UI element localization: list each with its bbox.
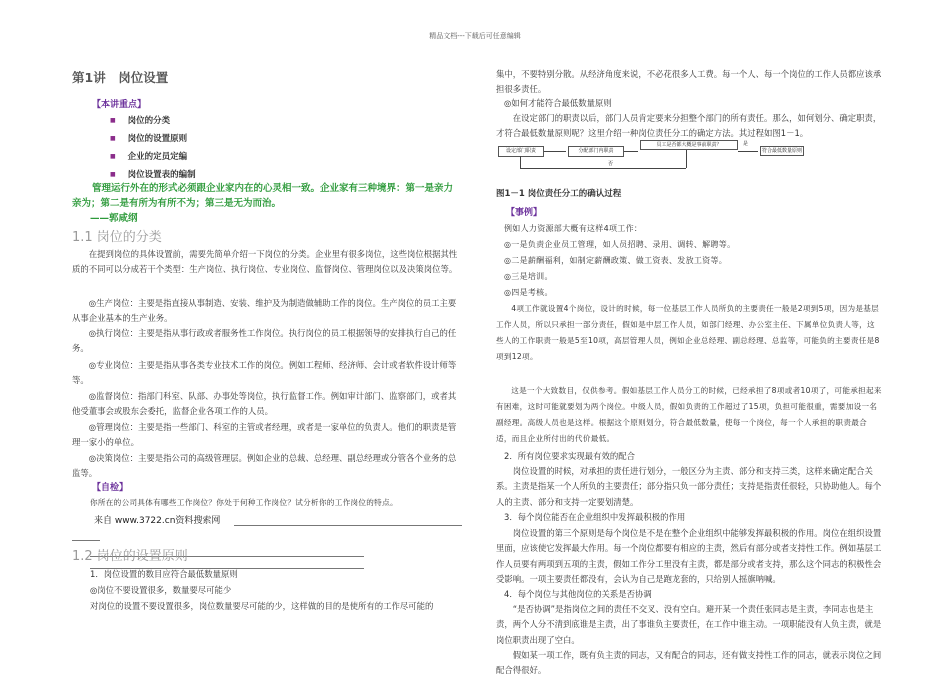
- principle-1-sub: ◎岗位不要设置很多，数量要尽可能少: [90, 585, 232, 595]
- bullet-icon: ■: [110, 135, 116, 142]
- flow-arrow: [738, 151, 758, 152]
- example-paragraph-2: 这是一个大致数目，仅供参考。假如基层工作人员分工的时候，已经承担了8项或者10项了，可能承担起来有困难，这时可能就要划为两个岗位。中级人员，假如负责的工作超过了15项，负担可能很重，需要加设一名副经理。高级人员也是这样。根据这个原则划分，符合最低数量，使每一个岗位，每一个人承担的职责最合适，而且企业所付出的代价最低。: [496, 386, 882, 443]
- example-line: ◎三是培训。: [504, 272, 553, 281]
- flow-box-assign-duties: 分配部门内职责: [568, 146, 624, 157]
- principle-1-title: 1．岗位设置的数目应符合最低数量原则: [90, 569, 238, 579]
- how-text: 在设定部门的职责以后，部门人员肯定要来分担整个部门的所有责任。那么，如何划分、确定职责，才符合最低数量原则呢？这里介绍一种岗位责任分工的确定方法。其过程如图1－1。: [496, 113, 882, 139]
- example-line: 例如人力资源部大概有这样4项工作：: [504, 224, 643, 233]
- quote-line-1: 管理运行外在的形式必须跟企业家内在的心灵相一致。企业家有三种境界：第一是亲力: [92, 183, 454, 194]
- example-line: ◎一是负责企业员工管理，如人员招聘、录用、调转、解聘等。: [504, 240, 736, 249]
- flow-loop-line: [520, 168, 686, 169]
- page-header: 精品文档---下载后可任意编辑: [429, 32, 521, 40]
- category-professional: ◎专业岗位：主要是指从事各类专业技术工作的岗位。例如工程师、经济师、会计或者软件设计师等等。: [72, 360, 457, 386]
- flow-loop-line: [520, 156, 522, 168]
- figure-caption: 图1－1 岗位责任分工的确认过程: [496, 189, 622, 199]
- principle-2-title: 2．所有岗位要求实现最有效的配合: [504, 451, 635, 461]
- key-point-4: ■ 岗位设置表的编制: [110, 170, 196, 180]
- principle-1-text: 对岗位的设置不要设置很多，岗位数量要尽可能的少，这样做的目的是使所有的工作尽可能的: [90, 601, 434, 611]
- source-line: 来自 www.3722.cn资料搜索网: [94, 516, 221, 526]
- category-supervision: ◎监督岗位：指部门科室、队部、办事处等岗位，执行监督工作。例如审计部门、监察部门，或者其他受董事会或股东会委托，监督企业各项工作的人员。: [72, 391, 457, 417]
- bullet-icon: ■: [110, 171, 116, 178]
- self-check-question: 你所在的公司具体有哪些工作岗位？你处于何种工作岗位？试分析你的工作岗位的特点。: [90, 498, 398, 507]
- flow-diagram: [496, 140, 802, 180]
- key-points-tag: 【本讲重点】: [92, 100, 147, 110]
- principle-4-text-2: 假如某一项工作，既有负主责的同志，又有配合的同志，还有做支持性工作的同志，就表示岗位之间配合得很好。: [496, 650, 882, 676]
- quote-line-2: 亲为；第二是有所为有所不为；第三是无为而治。: [72, 198, 282, 209]
- quote-author: ——郭咸纲: [90, 213, 138, 224]
- bullet-icon: ■: [110, 153, 116, 160]
- principle-3-title: 3．每个岗位能否在企业组织中发挥最积极的作用: [504, 512, 686, 522]
- flow-yes-label: 是: [743, 141, 749, 147]
- continued-text: 集中，不要特别分散。从经济角度来说，不必花很多人工费。每一个人、每一个岗位的工作人员都应该承担很多责任。: [496, 69, 882, 95]
- example-line: ◎四是考核。: [504, 288, 553, 297]
- principle-3-text: 岗位设置的第三个原则是每个岗位是不是在整个企业组织中能够发挥最积极的作用。岗位在组织设置里面，应该使它发挥最大作用。每一个岗位都要有相应的主责，然后有部分或者支持性工作。例如基层工作人员要有两项到五项的主责，假如工作分工里没有主责，都是部分或者支持，那么这个同志的积极性会受影响。一项主要责任都没有，会认为自己是跑龙套的，只给别人摇旗呐喊。: [496, 528, 882, 585]
- how-subtitle: ◎如何才能符合最低数量原则: [504, 98, 612, 108]
- principle-4-text: “是否协调”是指岗位之间的责任不交叉、没有空白。避开某一个责任张同志是主责，李同志也是主责，两个人分不清到底谁是主责，出了事谁负主要责任，在工作中谁主动。一项职能没有人负主责，就是岗位职责出现了空白。: [496, 604, 882, 645]
- category-management: ◎管理岗位：主要是指一些部门、科室的主管或者经理，或者是一家单位的负责人。他们的职责是管理一家小的单位。: [72, 422, 457, 448]
- principle-2-text: 岗位设置的时候，对承担的责任进行划分，一般区分为主责、部分和支持三类，这样来确定配合关系。主责是指某一个人所负的主要责任；部分指只负一部分责任；支持是指责任很轻，只协助他人。每个人的主责、部分和支持一定要划清楚。: [496, 466, 882, 507]
- category-decision: ◎决策岗位：主要是指公司的高级管理层。例如企业的总裁、总经理、副总经理或分管各个业务的总监等。: [72, 453, 457, 479]
- lesson-title: 第1讲 岗位设置: [72, 70, 169, 85]
- section-1-intro: 在提到岗位的具体设置前，需要先简单介绍一下岗位的分类。企业里有很多岗位，这些岗位根据其性质的不同可以分成若干个类型：生产岗位、执行岗位、专业岗位、监督岗位、管理岗位以及决策岗位等。: [72, 249, 458, 275]
- section-2-title: 1.2 岗位的设置原则: [72, 549, 188, 564]
- flow-loop-line: [686, 150, 688, 168]
- key-point-3: ■ 企业的定员定编: [110, 152, 188, 162]
- answer-line: [234, 525, 462, 526]
- self-check-tag: 【自检】: [92, 483, 129, 493]
- flow-box-question: 员工是否都大概是事前职责？: [640, 140, 738, 150]
- example-line: ◎二是薪酬福利，如制定薪酬政策、做工资表、发放工资等。: [504, 256, 728, 265]
- example-tag: 【事例】: [506, 208, 543, 218]
- example-paragraph: 4项工作就设置4个岗位，设计的时候，每一位基层工作人员所负的主要责任一般是2项到5项，因为是基层工作人员，所以只承担一部分责任，假如是中层工作人员，如部门经理、办公室主任、下属单位负责人等，这些人的工作职责一般是5至10项，高层管理人员，例如企业总经理、副总经理、总监等，可能负的主要责任是8项到12项。: [496, 304, 880, 361]
- bullet-icon: ■: [110, 117, 116, 124]
- flow-no-label: 否: [608, 161, 614, 167]
- category-execution: ◎执行岗位：主要是指从事行政或者服务性工作岗位。执行岗位的员工根据领导的安排执行自己的任务。: [72, 328, 457, 354]
- key-point-1: ■ 岗位的分类: [110, 116, 171, 126]
- flow-box-set-duties: 设定部门职责: [498, 146, 544, 157]
- key-point-2: ■ 岗位的设置原则: [110, 134, 188, 144]
- flow-arrow: [544, 151, 566, 152]
- section-1-title: 1.1 岗位的分类: [72, 230, 162, 245]
- category-production: ◎生产岗位：主要是指直接从事制造、安装、维护及为制造做辅助工作的岗位。生产岗位的员工主要从事企业基本的生产业务。: [72, 298, 457, 324]
- flow-arrow: [624, 151, 638, 152]
- answer-line: [72, 540, 100, 541]
- flow-box-min-principle: 符合最低数量原则: [761, 148, 802, 154]
- principle-4-title: 4．每个岗位与其他岗位的关系是否协调: [504, 589, 652, 599]
